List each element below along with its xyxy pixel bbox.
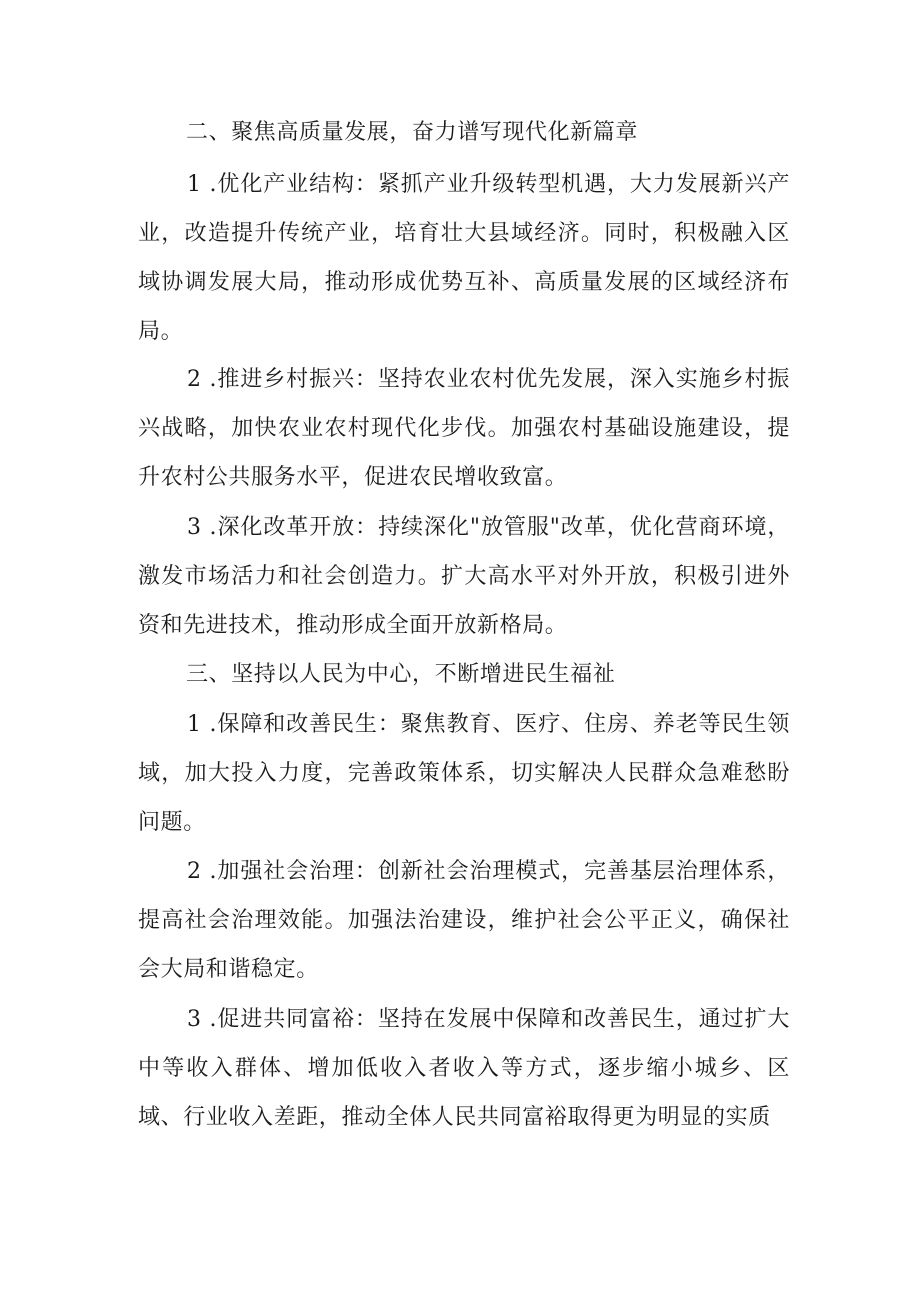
paragraph-2-2: 2 .推进乡村振兴：坚持农业农村优先发展，深入实施乡村振兴战略，加快农业农村现代化步伐。加强农村基础设施建设，提升农村公共服务水平，促进农民增收致富。: [138, 367, 790, 490]
section-heading-3: 三、坚持以人民为中心，不断增进民生福祉: [186, 662, 616, 687]
paragraph-3-2: 2 .加强社会治理：创新社会治理模式，完善基层治理体系，提高社会治理效能。加强法治建设，维护社会公平正义，确保社会大局和谐稳定。: [138, 859, 790, 982]
paragraph-3-1: 1 .保障和改善民生：聚焦教育、医疗、住房、养老等民生领域，加大投入力度，完善政策体系，切实解决人民群众急难愁盼问题。: [138, 712, 790, 835]
paragraph-3-3: 3 .促进共同富裕：坚持在发展中保障和改善民生，通过扩大中等收入群体、增加低收入者收入等方式，逐步缩小城乡、区域、行业收入差距，推动全体人民共同富裕取得更为明显的实质: [138, 1007, 790, 1130]
paragraph-2-3: 3 .深化改革开放：持续深化"放管服"改革，优化营商环境，激发市场活力和社会创造力。扩大高水平对外开放，积极引进外资和先进技术，推动形成全面开放新格局。: [138, 515, 790, 638]
paragraph-2-1: 1 .优化产业结构：紧抓产业升级转型机遇，大力发展新兴产业，改造提升传统产业，培育壮大县域经济。同时，积极融入区域协调发展大局，推动形成优势互补、高质量发展的区域经济布局。: [138, 172, 790, 344]
section-heading-2: 二、聚焦高质量发展，奋力谱写现代化新篇章: [186, 120, 639, 145]
